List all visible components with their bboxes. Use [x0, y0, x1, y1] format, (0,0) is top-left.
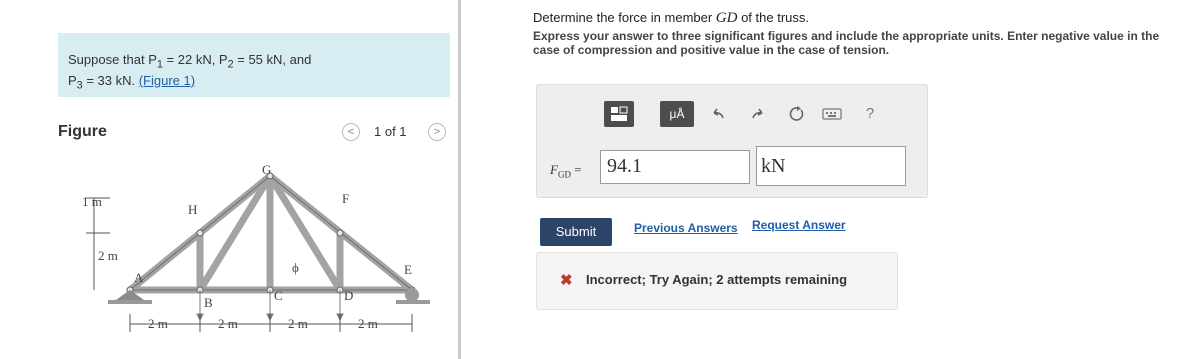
- incorrect-icon: ✖: [560, 272, 573, 289]
- dim-height-2: 2 m: [98, 248, 118, 263]
- problem-text-p3-value: = 33 kN.: [82, 72, 139, 88]
- problem-text-p3: P: [68, 72, 77, 88]
- figure-title: Figure: [58, 123, 107, 140]
- label-a: A: [134, 270, 144, 285]
- keyboard-icon[interactable]: [820, 101, 844, 127]
- answer-instructions: Express your answer to three significant figures and include the appropriate units. Enter negative value in the case of compression and positive value in the case of tension.: [533, 29, 1160, 57]
- dim-span-4: 2 m: [358, 316, 378, 331]
- label-h: H: [188, 202, 198, 217]
- member-bg: [200, 176, 270, 290]
- question-title: [533, 10, 809, 27]
- dim-height-1: 1 m: [82, 194, 102, 209]
- p3-subscript: 3: [76, 79, 83, 92]
- member-gd: [270, 176, 340, 290]
- p1-subscript: 1: [156, 58, 163, 71]
- reset-icon[interactable]: [786, 101, 808, 127]
- label-g: G: [262, 162, 272, 177]
- p2-subscript: 2: [227, 58, 234, 71]
- answer-label-var: F: [550, 162, 558, 177]
- dim-span-3: 2 m: [288, 316, 308, 331]
- label-c: C: [274, 288, 283, 303]
- submit-button[interactable]: Submit: [540, 218, 612, 246]
- truss-members: [130, 176, 412, 290]
- answer-label-sub: GD: [557, 169, 571, 180]
- figure-link[interactable]: (Figure 1): [138, 72, 196, 88]
- answer-value-input[interactable]: 94.1: [600, 150, 750, 184]
- units-button[interactable]: μÅ: [660, 101, 694, 127]
- truss-figure: [70, 150, 450, 359]
- answer-label-eq: =: [570, 162, 582, 177]
- panel-divider: [458, 0, 461, 359]
- label-b: B: [204, 295, 213, 310]
- feedback-message: Incorrect; Try Again; 2 attempts remaining: [586, 272, 848, 287]
- question-title-post: of the truss.: [737, 10, 810, 25]
- problem-text-p1-value: = 22 kN, P: [162, 52, 228, 67]
- label-f: F: [342, 191, 350, 206]
- dimension-lines: [86, 198, 412, 332]
- problem-statement: [68, 52, 448, 93]
- label-d: D: [344, 288, 354, 303]
- dim-span-1: 2 m: [148, 316, 168, 331]
- figure-prev-button[interactable]: <: [342, 123, 360, 141]
- problem-text-p1: Suppose that P: [68, 52, 157, 67]
- answer-label: [550, 162, 582, 180]
- redo-icon[interactable]: [748, 101, 768, 127]
- previous-answers-link[interactable]: Previous Answers: [634, 221, 738, 235]
- label-e: E: [404, 262, 412, 277]
- template-icon[interactable]: [604, 101, 634, 127]
- math-toolbar: [604, 96, 916, 130]
- problem-text-p2-value: = 55 kN, and: [233, 52, 312, 67]
- question-title-pre: Determine the force in member: [533, 10, 716, 25]
- question-member: GD: [715, 10, 738, 26]
- label-phi: ϕ: [292, 260, 299, 275]
- figure-pager: 1 of 1: [374, 124, 407, 139]
- dim-span-2: 2 m: [218, 316, 238, 331]
- request-answer-link[interactable]: Request Answer: [752, 218, 846, 232]
- undo-icon[interactable]: [708, 101, 728, 127]
- help-button[interactable]: ?: [865, 105, 875, 122]
- figure-next-button[interactable]: >: [428, 123, 446, 141]
- answer-unit-input[interactable]: kN: [756, 146, 906, 186]
